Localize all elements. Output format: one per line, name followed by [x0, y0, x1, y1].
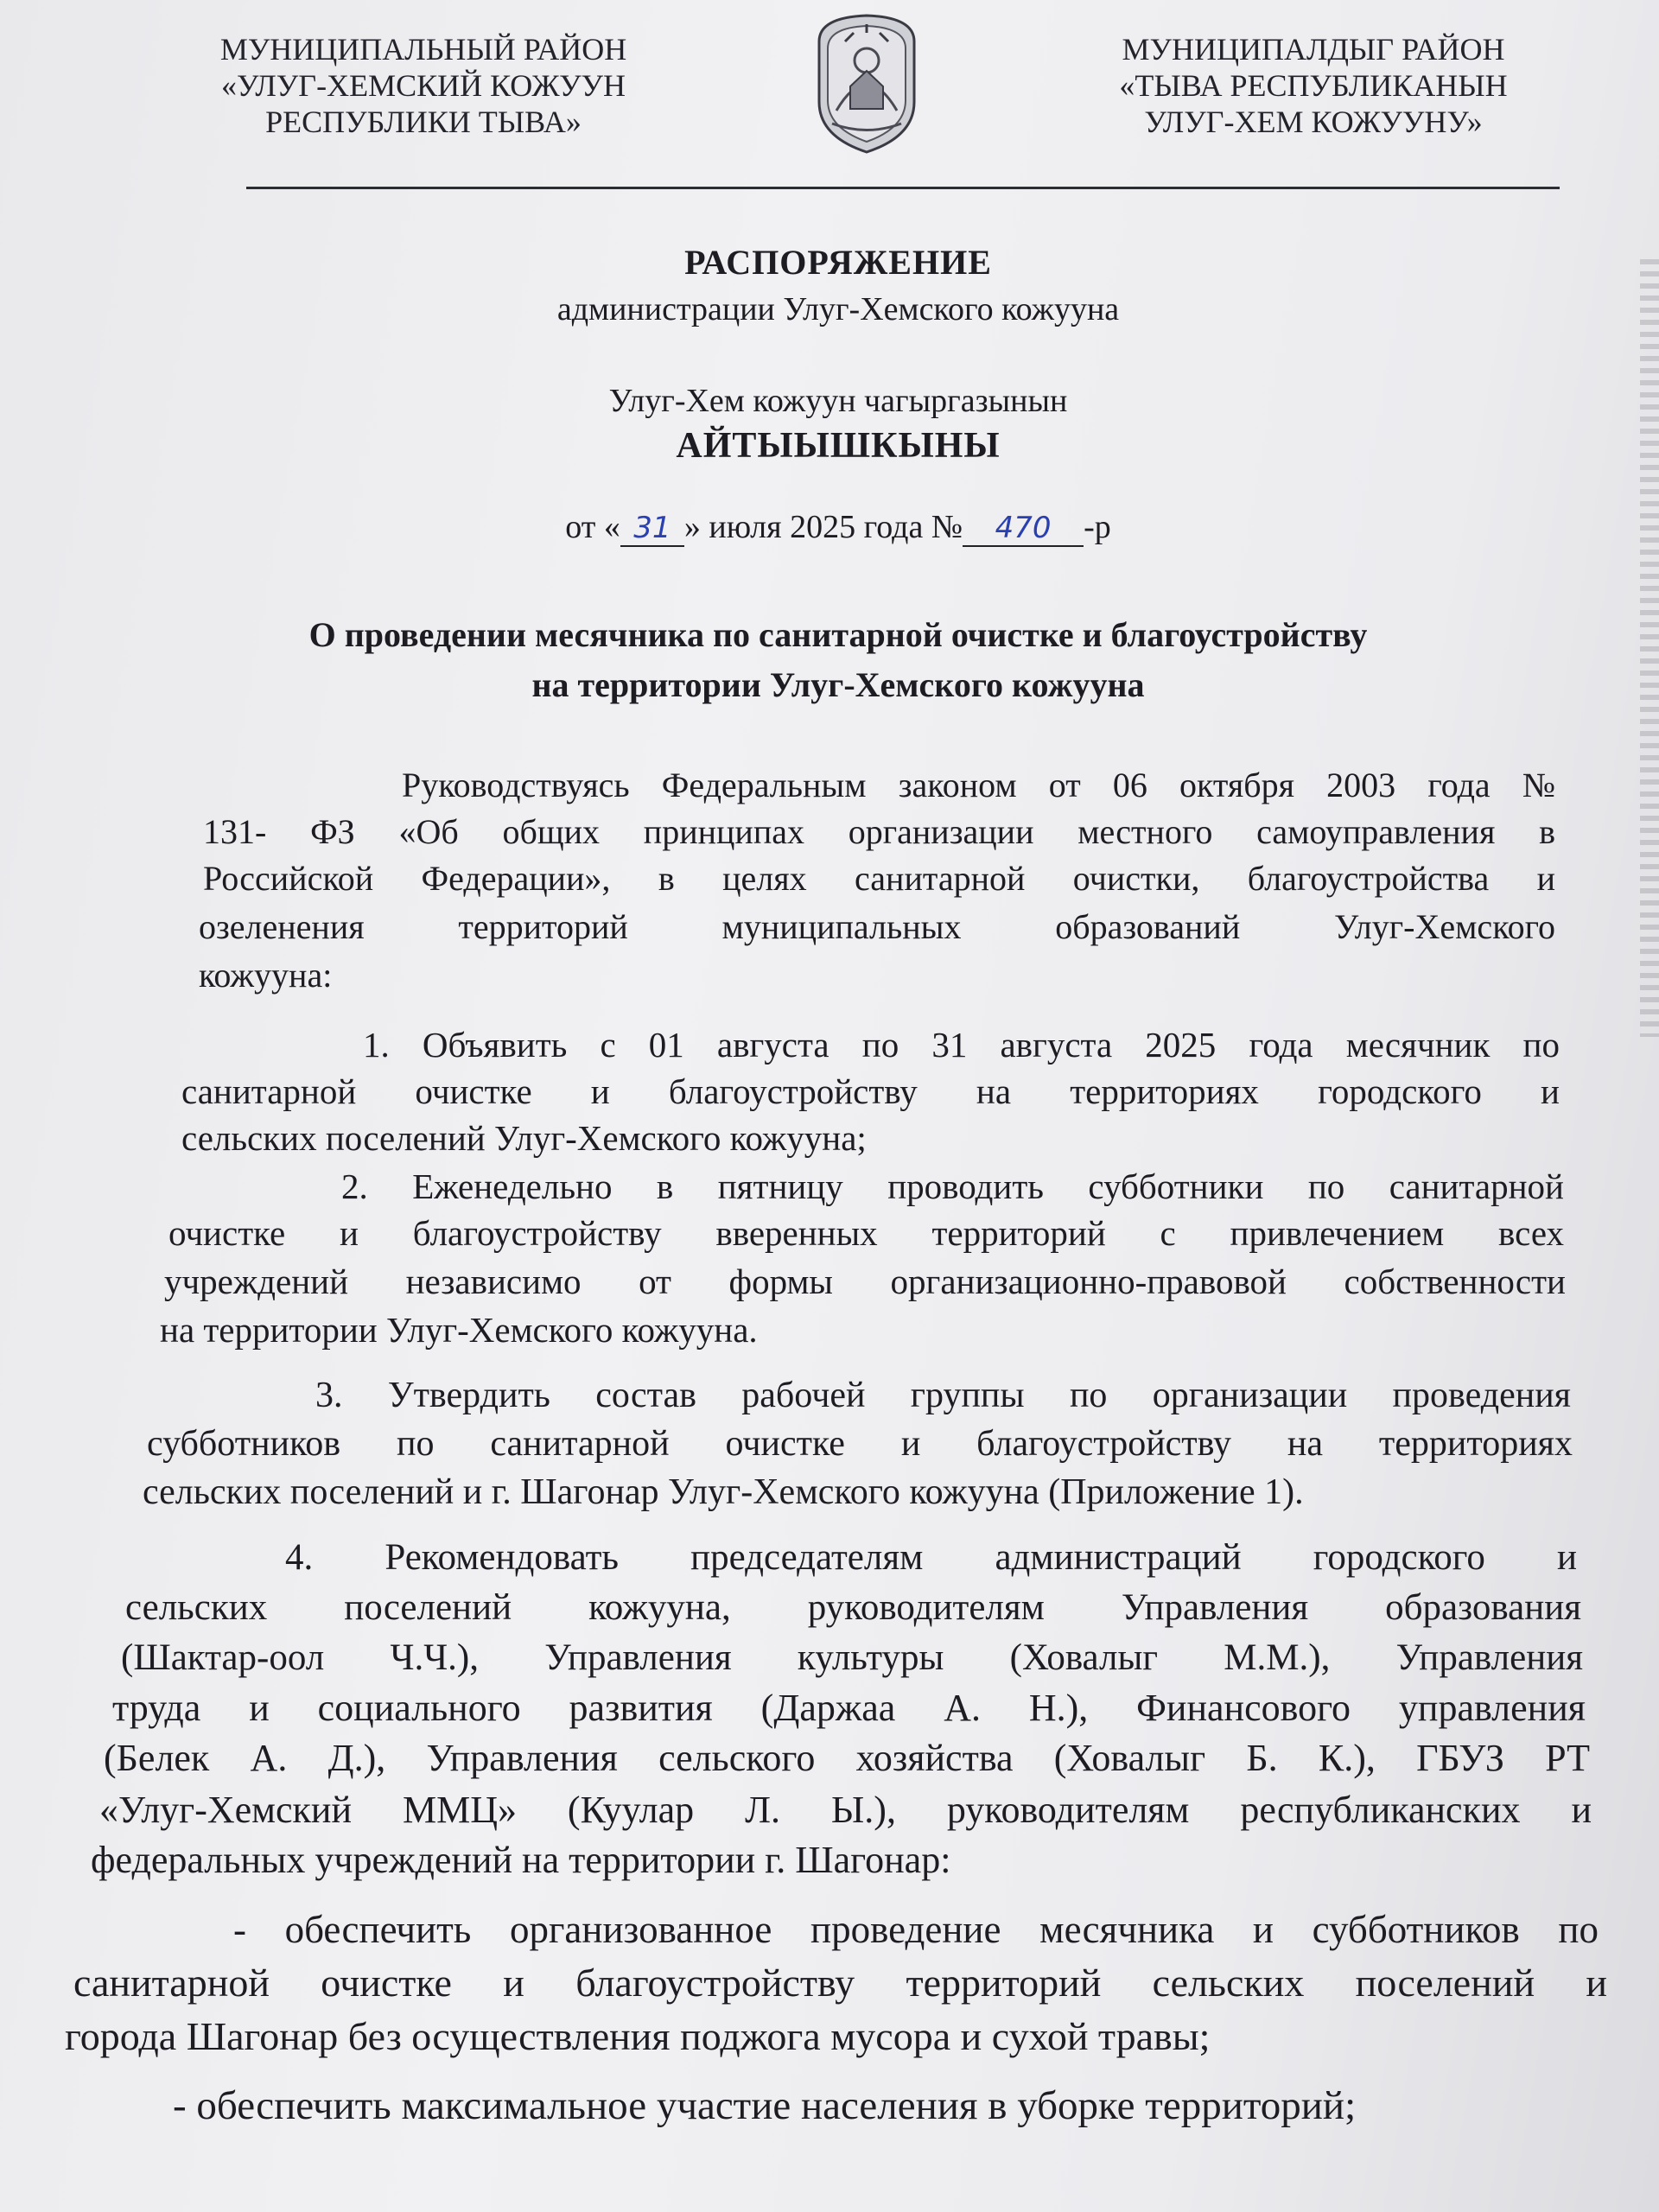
- body-text-line: города Шагонар без осуществления поджога мусора и сухой травы;: [65, 2014, 1211, 2058]
- body-text-line: санитарной очистке и благоустройству территорий сельских поселений и: [73, 1961, 1607, 2005]
- body-text-line: 1. Объявить с 01 августа по 31 августа 2025 года месячник по: [363, 1025, 1560, 1065]
- body-text-line: - обеспечить организованное проведение месячника и субботников по: [233, 1908, 1599, 1951]
- date-day-handwritten: 31: [620, 511, 684, 547]
- body-text-line: озеленения территорий муниципальных образований Улуг-Хемского: [199, 907, 1555, 946]
- body-text-line: (Белек А. Д.), Управления сельского хозяйства (Ховалыг Б. К.), ГБУЗ РТ: [104, 1737, 1590, 1779]
- header-left-line: МУНИЦИПАЛЬНЫЙ РАЙОН: [219, 32, 627, 67]
- document-title: РАСПОРЯЖЕНИЕ: [684, 243, 992, 282]
- body-text-line: кожууна:: [199, 956, 333, 995]
- body-text-line: очистке и благоустройству вверенных территорий с привлечением всех: [168, 1213, 1564, 1253]
- date-middle: » июля 2025 года №: [683, 509, 963, 545]
- document-date-line: [259, 508, 1417, 547]
- body-text-line: Руководствуясь Федеральным законом от 06 октября 2003 года №: [402, 766, 1555, 804]
- body-text-line: федеральных учреждений на территории г. Шагонар:: [91, 1839, 951, 1881]
- document-subject: [259, 610, 1417, 710]
- body-text-line: труда и социального развития (Даржаа А. Н.), Финансового управления: [112, 1687, 1586, 1729]
- body-text-line: «Улуг-Хемский ММЦ» (Куулар Л. Ы.), руководителям республиканских и: [99, 1789, 1592, 1831]
- header-left-block: [190, 31, 657, 140]
- body-text-line: 3. Утвердить состав рабочей группы по организации проведения: [315, 1376, 1571, 1415]
- body-text-line: субботников по санитарной очистке и благоустройству на территориях: [147, 1424, 1573, 1464]
- header-right-line: «ТЫВА РЕСПУБЛИКАНЫН: [1119, 68, 1508, 103]
- body-text-line: 4. Рекомендовать председателям администраций городского и: [285, 1537, 1577, 1578]
- body-text-line: сельских поселений Улуг-Хемского кожууна;: [181, 1118, 867, 1158]
- body-text-line: 131- ФЗ «Об общих принципах организации местного самоуправления в: [203, 812, 1555, 851]
- body-text-line: - обеспечить максимальное участие населения в уборке территорий;: [173, 2083, 1357, 2128]
- document-title-tuvan-line: Улуг-Хем кожуун чагыргазынын: [608, 383, 1068, 419]
- date-suffix: -р: [1084, 509, 1111, 545]
- document-number-handwritten: 470: [963, 511, 1084, 547]
- subject-line: на территории Улуг-Хемского кожууна: [531, 665, 1145, 704]
- header-right-line: УЛУГ-ХЕМ КОЖУУНУ»: [1144, 105, 1483, 139]
- body-text-line: санитарной очистке и благоустройству на территориях городского и: [181, 1071, 1560, 1111]
- header-left-line: РЕСПУБЛИКИ ТЫВА»: [265, 105, 582, 139]
- header-right-line: МУНИЦИПАЛДЫГ РАЙОН: [1122, 32, 1505, 67]
- subject-line: О проведении месячника по санитарной очистке и благоустройству: [308, 615, 1368, 654]
- header-divider: [246, 187, 1560, 189]
- coat-of-arms-emblem: [802, 7, 931, 156]
- header-right-block: [1071, 31, 1555, 140]
- body-text-line: (Шактар-оол Ч.Ч.), Управления культуры (Ховалыг М.М.), Управления: [121, 1637, 1583, 1678]
- header-left-line: «УЛУГ-ХЕМСКИЙ КОЖУУН: [220, 68, 626, 103]
- page-edge-shadow: [1640, 259, 1659, 1037]
- date-prefix: от «: [565, 509, 620, 545]
- body-text-line: сельских поселений кожууна, руководителям Управления образования: [125, 1587, 1581, 1628]
- body-text-line: 2. Еженедельно в пятницу проводить субботники по санитарной: [341, 1166, 1564, 1206]
- document-title-tuvan: АЙТЫЫШКЫНЫ: [676, 426, 1001, 466]
- body-text-line: учреждений независимо от формы организационно-правовой собственности: [164, 1262, 1566, 1301]
- document-subtitle: администрации Улуг-Хемского кожууна: [556, 291, 1120, 327]
- body-text-line: Российской Федерации», в целях санитарной очистки, благоустройства и: [203, 859, 1555, 898]
- body-text-line: сельских поселений и г. Шагонар Улуг-Хемского кожууна (Приложение 1).: [143, 1472, 1304, 1512]
- body-text-line: на территории Улуг-Хемского кожууна.: [160, 1310, 758, 1350]
